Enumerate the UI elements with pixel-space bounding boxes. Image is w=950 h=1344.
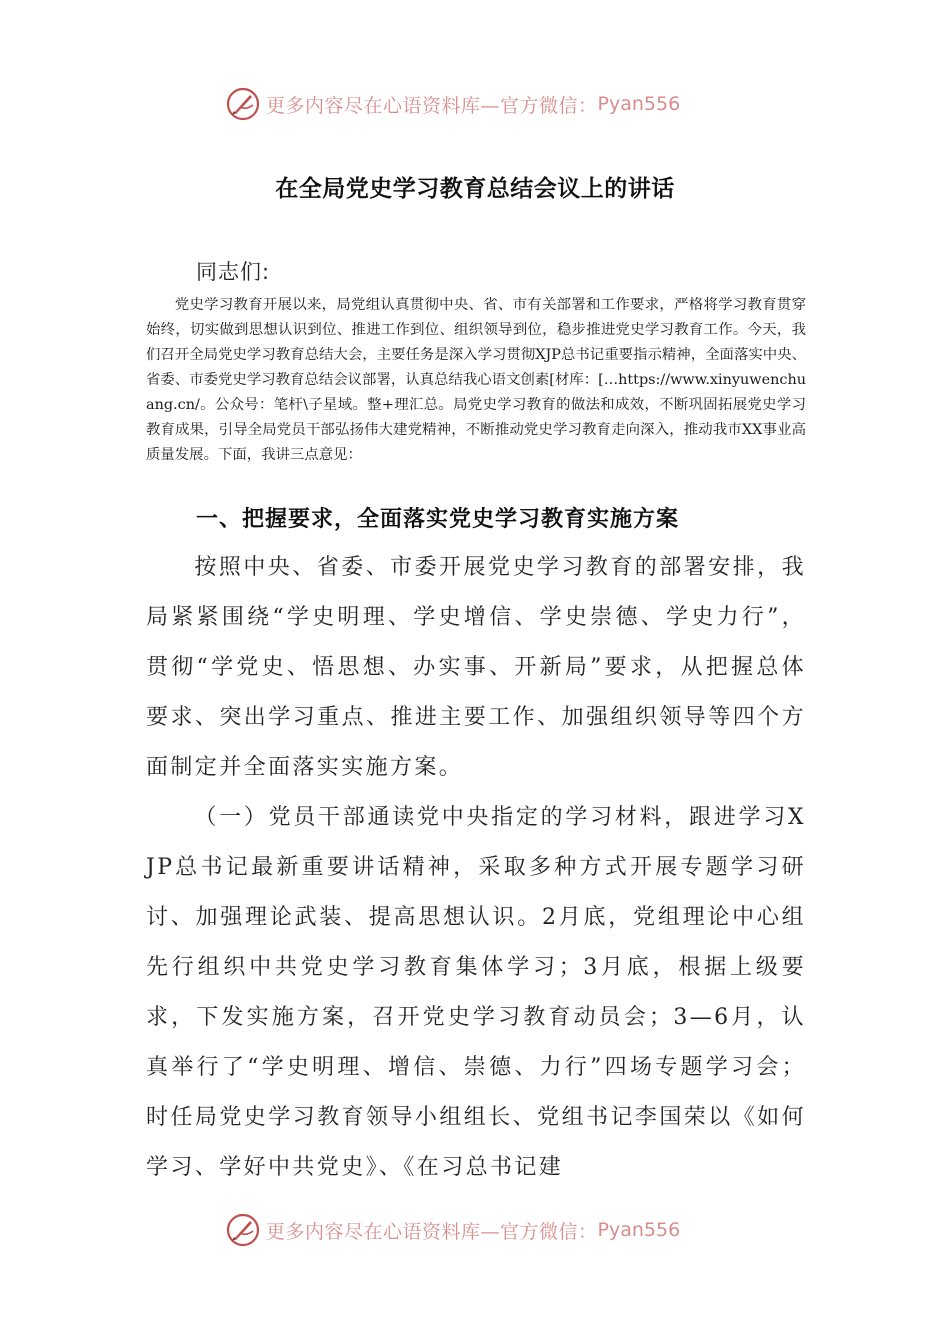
salutation: 同志们: (196, 260, 271, 284)
watermark-footer (226, 1210, 746, 1250)
watermark-header (226, 84, 746, 124)
quill-logo-icon (226, 87, 260, 121)
quill-logo-icon (226, 1213, 260, 1247)
section-heading-1: 一、把握要求，全面落实党史学习教育实施方案 (196, 507, 680, 532)
section1-paragraph-2: （一）党员干部通读党中央指定的学习材料，跟进学习XJP总书记最新重要讲话精神，采取多种方式开展专题学习研讨、加强理论武装、提高思想认识。2月底，党组理论中心组先行组织中共党史学习教育集体学习；3月底，根据上级要求，下发实施方案，召开党史学习教育动员会；3—6月，认真举行了“学史明理、增信、崇德、力行”四场专题学习会；时任局党史学习教育领导小组组长、党组书记李国荣以《如何学习、学好中共党史》、《在习总书记建 (146, 805, 806, 1180)
watermark-text: 更多内容尽在心语资料库—官方微信： (266, 1220, 598, 1243)
watermark-wechat-id: Pyan556 (597, 93, 681, 115)
watermark-text: 更多内容尽在心语资料库—官方微信： (266, 94, 598, 117)
intro-paragraph: 党史学习教育开展以来，局党组认真贯彻中央、省、市有关部署和工作要求，严格将学习教育贯穿始终，切实做到思想认识到位、推进工作到位、组织领导到位，稳步推进党史学习教育工作。今天，我们召开全局党史学习教育总结大会，主要任务是深入学习贯彻XJP总书记重要指示精神，全面落实中央、省委、市委党史学习教育总结会议部署，认真总结我心语文创素[材库：[…https://www.xinyuwenchuang.cn/。公众号：笔杆\子星域。整+理汇总。局党史学习教育的做法和成效，不断巩固拓展党史学习教育成果，引导全局党员干部弘扬伟大建党精神，不断推动党史学习教育走向深入，推动我市XX事业高质量发展。下面，我讲三点意见： (146, 297, 806, 463)
watermark-wechat-id: Pyan556 (597, 1219, 681, 1241)
section1-paragraph-1: 按照中央、省委、市委开展党史学习教育的部署安排，我局紧紧围绕“学史明理、学史增信、学史崇德、学史力行”，贯彻“学党史、悟思想、办实事、开新局”要求，从把握总体要求、突出学习重点、推进主要工作、加强组织领导等四个方面制定并全面落实实施方案。 (146, 555, 806, 780)
document-title: 在全局党史学习教育总结会议上的讲话 (275, 176, 675, 202)
